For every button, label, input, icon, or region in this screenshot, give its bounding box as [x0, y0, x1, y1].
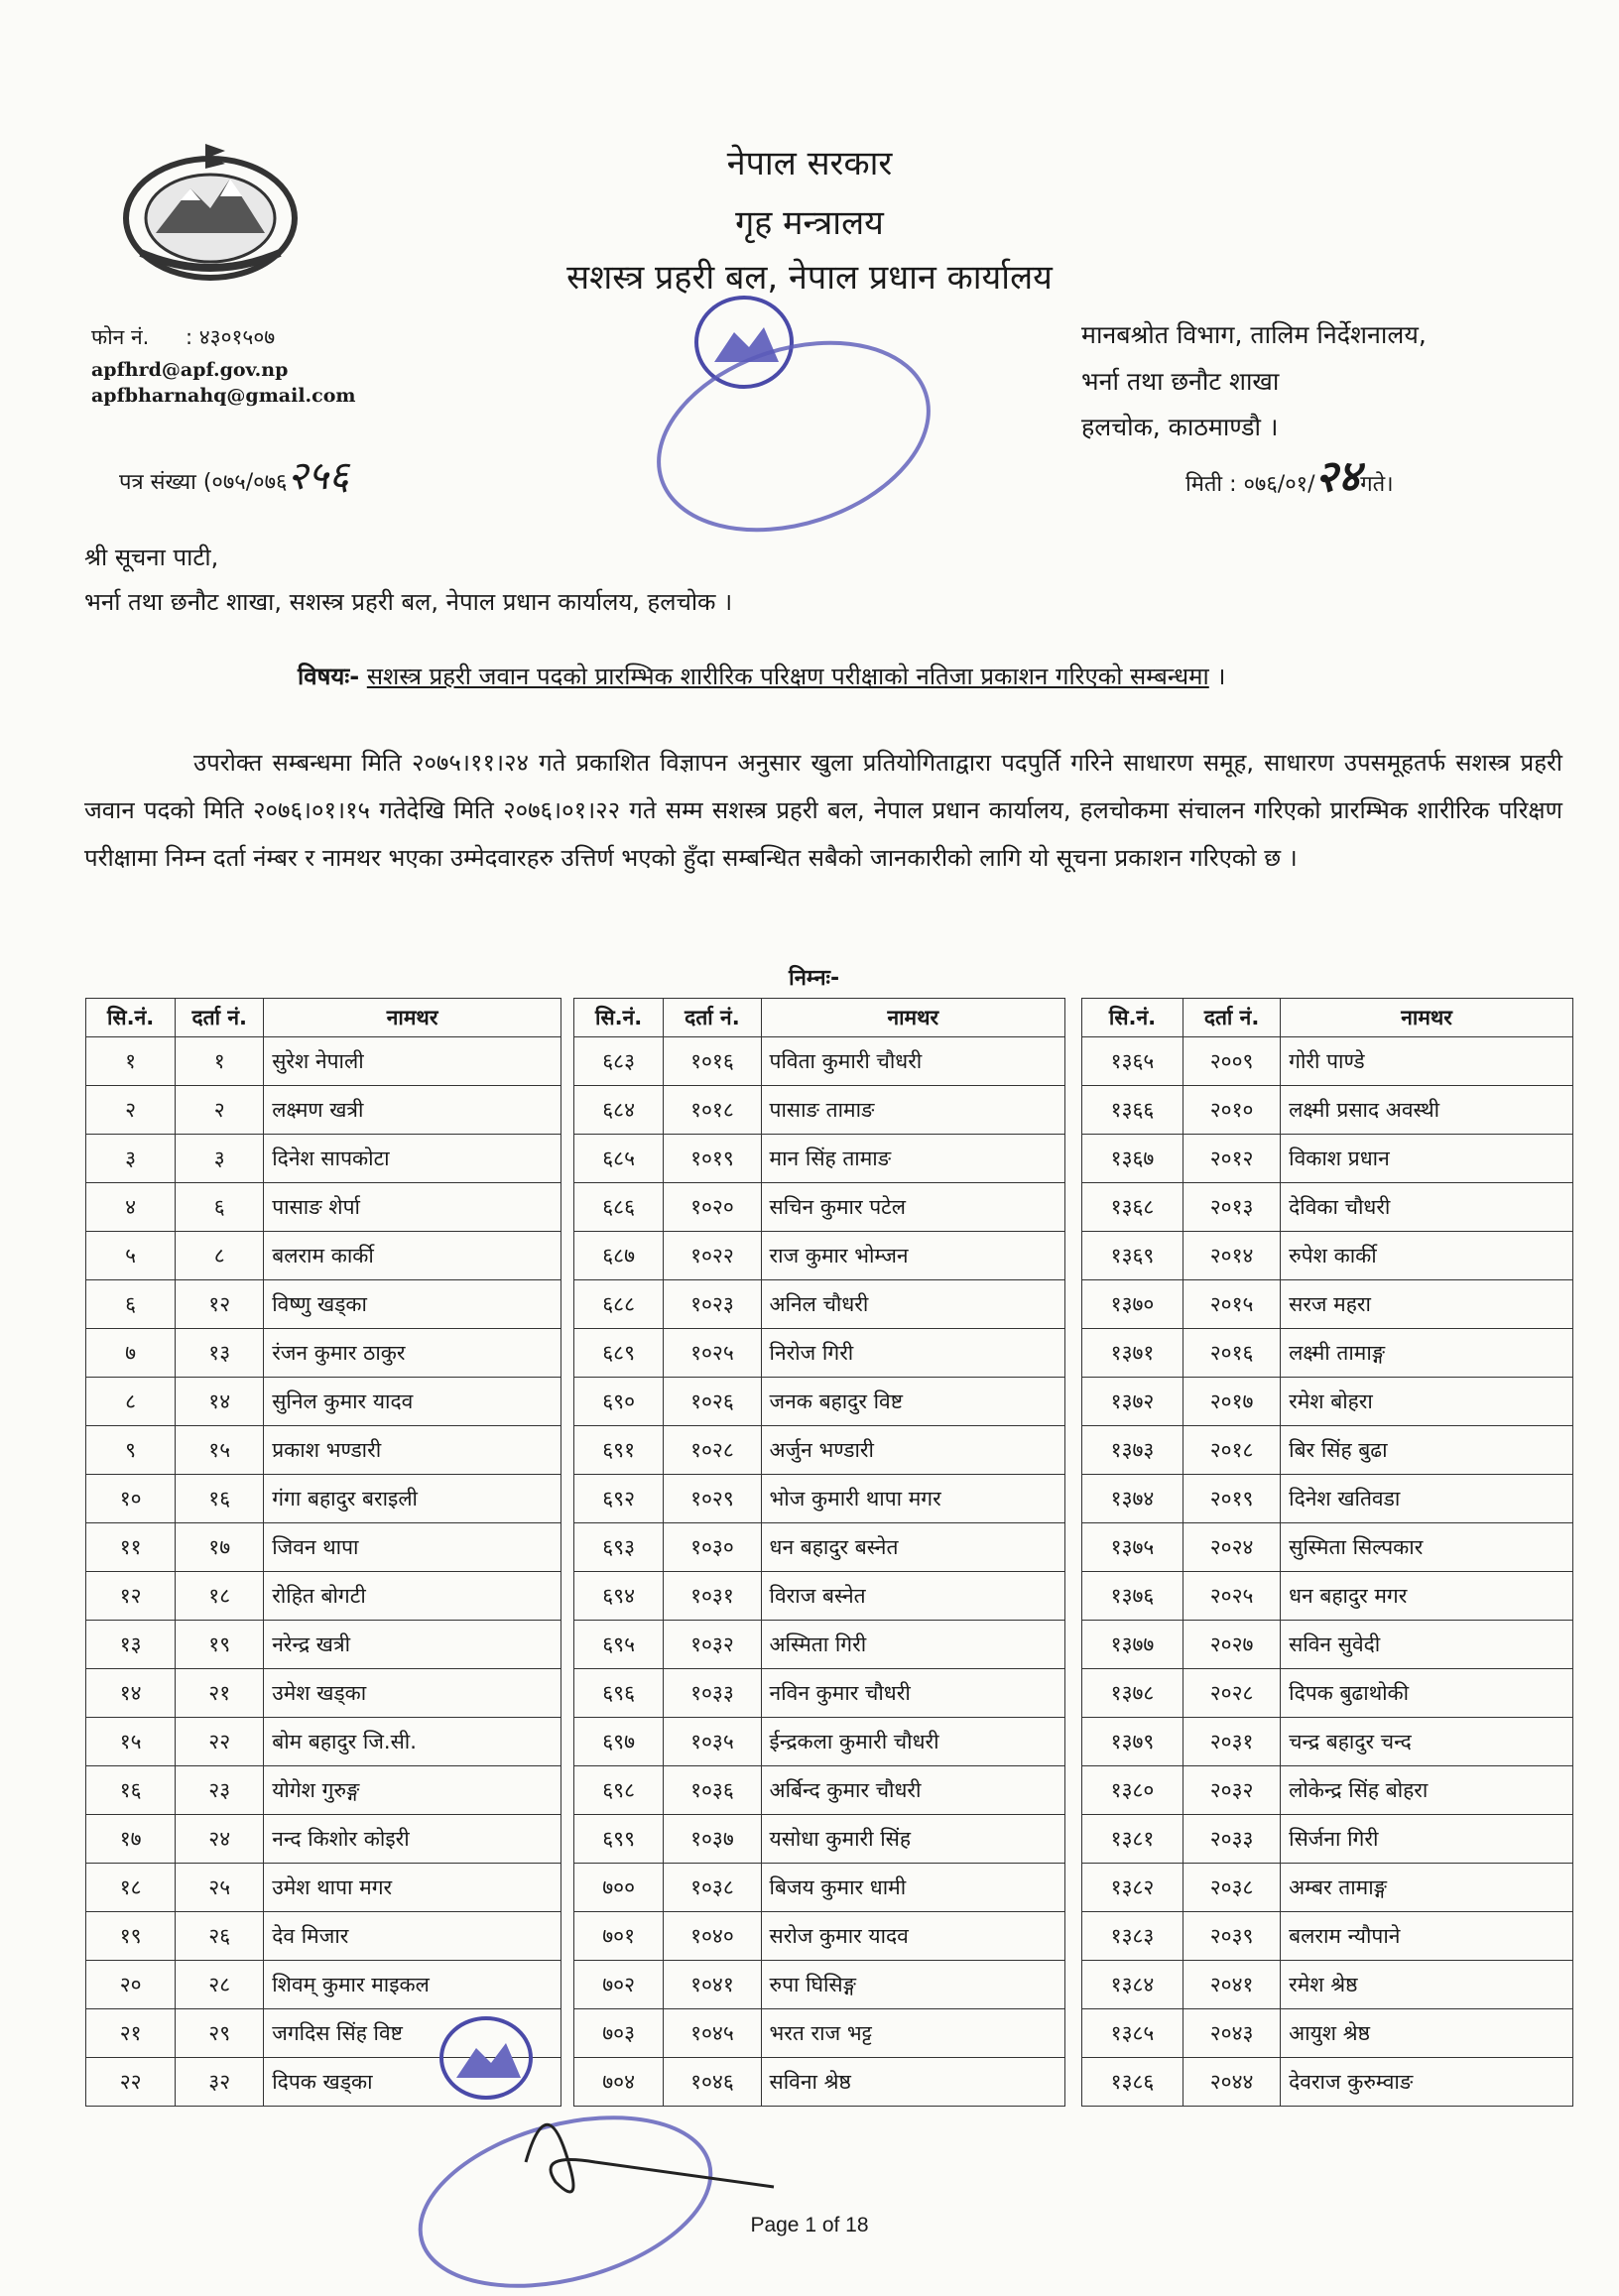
table-row — [86, 1912, 561, 1961]
table-row — [86, 1766, 561, 1815]
name-cell: लोकेन्द्र सिंह बोहरा — [1281, 1766, 1573, 1815]
serial-cell: ७०३ — [574, 2009, 664, 2058]
name-cell: पविता कुमारी चौधरी — [761, 1037, 1064, 1086]
registration-cell: १०१६ — [664, 1037, 761, 1086]
column-header: नामथर — [1281, 999, 1573, 1037]
table-row — [574, 1280, 1065, 1329]
serial-cell: ६९० — [574, 1378, 664, 1426]
registration-cell: ८ — [176, 1232, 264, 1280]
table-row — [574, 1232, 1065, 1280]
serial-cell: २ — [86, 1086, 176, 1135]
table-row — [86, 1523, 561, 1572]
table-row — [574, 1766, 1065, 1815]
registration-cell: २०२७ — [1183, 1621, 1281, 1669]
name-cell: मान सिंह तामाङ — [761, 1135, 1064, 1183]
table-row — [574, 1037, 1065, 1086]
table-row — [1082, 1475, 1573, 1523]
registration-cell: १०४५ — [664, 2009, 761, 2058]
registration-cell: १०४० — [664, 1912, 761, 1961]
signature-stamp — [397, 2013, 813, 2291]
serial-cell: १३६९ — [1082, 1232, 1183, 1280]
serial-cell: १३७९ — [1082, 1718, 1183, 1766]
registration-cell: १०१९ — [664, 1135, 761, 1183]
registration-cell: ३ — [176, 1135, 264, 1183]
name-cell: बोम बहादुर जि.सी. — [264, 1718, 561, 1766]
serial-cell: १२ — [86, 1572, 176, 1621]
reference-number-label: पत्र संख्या (०७५/०७६ — [119, 470, 288, 495]
results-table-1 — [85, 998, 561, 2107]
table-row — [1082, 1912, 1573, 1961]
table-row — [86, 1718, 561, 1766]
registration-cell: १०२९ — [664, 1475, 761, 1523]
table-row — [1082, 1232, 1573, 1280]
table-row — [1082, 1183, 1573, 1232]
registration-cell: २०१८ — [1183, 1426, 1281, 1475]
serial-cell: ७ — [86, 1329, 176, 1378]
name-cell: सचिन कुमार पटेल — [761, 1183, 1064, 1232]
registration-cell: २०१३ — [1183, 1183, 1281, 1232]
official-stamp — [635, 288, 952, 555]
serial-cell: १३७१ — [1082, 1329, 1183, 1378]
name-cell: देव मिजार — [264, 1912, 561, 1961]
table-row — [574, 1718, 1065, 1766]
serial-cell: ६९१ — [574, 1426, 664, 1475]
serial-cell: ६९२ — [574, 1475, 664, 1523]
table-row — [574, 1475, 1065, 1523]
name-cell: यसोधा कुमारी सिंह — [761, 1815, 1064, 1864]
registration-cell: २०१६ — [1183, 1329, 1281, 1378]
serial-cell: ६९९ — [574, 1815, 664, 1864]
table-row — [86, 1961, 561, 2009]
name-cell: रमेश बोहरा — [1281, 1378, 1573, 1426]
name-cell: योगेश गुरुङ्ग — [264, 1766, 561, 1815]
table-row — [574, 1621, 1065, 1669]
recipient-line1: श्री सूचना पाटी, — [84, 544, 219, 571]
registration-cell: २०१५ — [1183, 1280, 1281, 1329]
serial-cell: १३६६ — [1082, 1086, 1183, 1135]
name-cell: गोरी पाण्डे — [1281, 1037, 1573, 1086]
table-row — [86, 1183, 561, 1232]
name-cell: सिर्जना गिरी — [1281, 1815, 1573, 1864]
date-suffix: गते। — [1360, 472, 1394, 497]
name-cell: रोहित बोगटी — [264, 1572, 561, 1621]
registration-cell: १८ — [176, 1572, 264, 1621]
registration-cell: १०४१ — [664, 1961, 761, 2009]
table-row — [86, 1572, 561, 1621]
registration-cell: २०१४ — [1183, 1232, 1281, 1280]
registration-cell: १२ — [176, 1280, 264, 1329]
registration-cell: १४ — [176, 1378, 264, 1426]
serial-cell: १४ — [86, 1669, 176, 1718]
serial-cell: १३७६ — [1082, 1572, 1183, 1621]
reference-handwritten: २५६ — [287, 453, 349, 499]
serial-cell: १३७२ — [1082, 1378, 1183, 1426]
name-cell: अम्बर तामाङ्ग — [1281, 1864, 1573, 1912]
serial-cell: ६८७ — [574, 1232, 664, 1280]
registration-cell: १०३८ — [664, 1864, 761, 1912]
registration-cell: १०२६ — [664, 1378, 761, 1426]
registration-cell: २९ — [176, 2009, 264, 2058]
name-cell: पासाङ तामाङ — [761, 1086, 1064, 1135]
serial-cell: ६९५ — [574, 1621, 664, 1669]
name-cell: विकाश प्रधान — [1281, 1135, 1573, 1183]
table-row — [1082, 1669, 1573, 1718]
name-cell: उमेश थापा मगर — [264, 1864, 561, 1912]
registration-cell: २०१० — [1183, 1086, 1281, 1135]
serial-cell: १३८२ — [1082, 1864, 1183, 1912]
table-row — [86, 1426, 561, 1475]
serial-cell: १३६८ — [1082, 1183, 1183, 1232]
registration-cell: २००९ — [1183, 1037, 1281, 1086]
serial-cell: ७०१ — [574, 1912, 664, 1961]
registration-cell: १ — [176, 1037, 264, 1086]
table-row — [86, 1621, 561, 1669]
name-cell: सुस्मिता सिल्पकार — [1281, 1523, 1573, 1572]
table-row — [1082, 2009, 1573, 2058]
serial-cell: १३८० — [1082, 1766, 1183, 1815]
name-cell: बिजय कुमार धामी — [761, 1864, 1064, 1912]
serial-cell: १३७८ — [1082, 1669, 1183, 1718]
name-cell: राज कुमार भोम्जन — [761, 1232, 1064, 1280]
serial-cell: १६ — [86, 1766, 176, 1815]
serial-cell: ७०२ — [574, 1961, 664, 2009]
registration-cell: १०२२ — [664, 1232, 761, 1280]
registration-cell: २०१९ — [1183, 1475, 1281, 1523]
name-cell: बलराम न्यौपाने — [1281, 1912, 1573, 1961]
registration-cell: २३ — [176, 1766, 264, 1815]
name-cell: लक्ष्मी तामाङ्ग — [1281, 1329, 1573, 1378]
registration-cell: १०३३ — [664, 1669, 761, 1718]
registration-cell: २०३१ — [1183, 1718, 1281, 1766]
table-row — [86, 1378, 561, 1426]
serial-cell: १३७७ — [1082, 1621, 1183, 1669]
registration-cell: १०१८ — [664, 1086, 761, 1135]
serial-cell: ६८६ — [574, 1183, 664, 1232]
table-row — [1082, 1572, 1573, 1621]
name-cell: जनक बहादुर विष्ट — [761, 1378, 1064, 1426]
name-cell: नविन कुमार चौधरी — [761, 1669, 1064, 1718]
table-row — [1082, 1135, 1573, 1183]
name-cell: प्रकाश भण्डारी — [264, 1426, 561, 1475]
column-header: दर्ता नं. — [664, 999, 761, 1037]
name-cell: जगदिस सिंह विष्ट — [264, 2009, 561, 2058]
office-address: हलचोक, काठमाण्डौ । — [1081, 413, 1279, 441]
serial-cell: ८ — [86, 1378, 176, 1426]
registration-cell: १६ — [176, 1475, 264, 1523]
serial-cell: ६९६ — [574, 1669, 664, 1718]
table-row — [574, 1864, 1065, 1912]
registration-cell: १०३२ — [664, 1621, 761, 1669]
column-header: दर्ता नं. — [176, 999, 264, 1037]
registration-cell: २ — [176, 1086, 264, 1135]
registration-cell: २०२४ — [1183, 1523, 1281, 1572]
serial-cell: ६८३ — [574, 1037, 664, 1086]
serial-cell: १३८१ — [1082, 1815, 1183, 1864]
email-bharna[interactable]: apfbharnahq@gmail.com — [91, 385, 356, 407]
registration-cell: १०२८ — [664, 1426, 761, 1475]
serial-cell: ११ — [86, 1523, 176, 1572]
name-cell: अर्बिन्द कुमार चौधरी — [761, 1766, 1064, 1815]
name-cell: दिनेश खतिवडा — [1281, 1475, 1573, 1523]
serial-cell: ६८९ — [574, 1329, 664, 1378]
name-cell: अर्जुन भण्डारी — [761, 1426, 1064, 1475]
registration-cell: १०२० — [664, 1183, 761, 1232]
table-row — [574, 1329, 1065, 1378]
name-cell: रंजन कुमार ठाकुर — [264, 1329, 561, 1378]
name-cell: बलराम कार्की — [264, 1232, 561, 1280]
date-handwritten: २४ — [1314, 451, 1361, 502]
table-row — [1082, 1766, 1573, 1815]
name-cell: सुरेश नेपाली — [264, 1037, 561, 1086]
serial-cell: ३ — [86, 1135, 176, 1183]
serial-cell: ५ — [86, 1232, 176, 1280]
page-footer: Page 1 of 18 — [750, 2214, 869, 2236]
serial-cell: १३८४ — [1082, 1961, 1183, 2009]
name-cell: देवराज कुरुम्वाङ — [1281, 2058, 1573, 2107]
table-row — [1082, 1815, 1573, 1864]
name-cell: लक्ष्मी प्रसाद अवस्थी — [1281, 1086, 1573, 1135]
serial-cell: १३७३ — [1082, 1426, 1183, 1475]
phone-value: : ४३०१५०७ — [185, 325, 276, 349]
subject-label: विषयः- — [298, 663, 360, 690]
registration-cell: १३ — [176, 1329, 264, 1378]
table-row — [86, 1037, 561, 1086]
name-cell: सविना श्रेष्ठ — [761, 2058, 1064, 2107]
serial-cell: ६९८ — [574, 1766, 664, 1815]
table-row — [574, 1426, 1065, 1475]
name-cell: दिनेश सापकोटा — [264, 1135, 561, 1183]
serial-cell: ७०४ — [574, 2058, 664, 2107]
name-cell: विराज बस्नेत — [761, 1572, 1064, 1621]
registration-cell: २२ — [176, 1718, 264, 1766]
name-cell: पासाङ शेर्पा — [264, 1183, 561, 1232]
registration-cell: २०२५ — [1183, 1572, 1281, 1621]
serial-cell: ७०० — [574, 1864, 664, 1912]
serial-cell: १८ — [86, 1864, 176, 1912]
name-cell: धन बहादुर बस्नेत — [761, 1523, 1064, 1572]
registration-cell: २६ — [176, 1912, 264, 1961]
serial-cell: १३७० — [1082, 1280, 1183, 1329]
serial-cell: ६८८ — [574, 1280, 664, 1329]
table-row — [1082, 1523, 1573, 1572]
registration-cell: २८ — [176, 1961, 264, 2009]
serial-cell: १३८६ — [1082, 2058, 1183, 2107]
table-row — [86, 1475, 561, 1523]
name-cell: लक्ष्मण खत्री — [264, 1086, 561, 1135]
table-row — [86, 1864, 561, 1912]
subject-text: सशस्त्र प्रहरी जवान पदको प्रारम्भिक शारीरिक परिक्षण परीक्षाको नतिजा प्रकाशन गरिएको सम्बन्धमा — [366, 663, 1209, 690]
header-office: सशस्त्र प्रहरी बल, नेपाल प्रधान कार्यालय — [566, 258, 1053, 298]
registration-cell: १०४६ — [664, 2058, 761, 2107]
name-cell: रमेश श्रेष्ठ — [1281, 1961, 1573, 2009]
table-row — [86, 1135, 561, 1183]
email-hrd[interactable]: apfhrd@apf.gov.np — [91, 359, 289, 381]
serial-cell: १३६७ — [1082, 1135, 1183, 1183]
name-cell: देविका चौधरी — [1281, 1183, 1573, 1232]
name-cell: शिवम् कुमार माइकल — [264, 1961, 561, 2009]
table-row — [1082, 1378, 1573, 1426]
name-cell: अस्मिता गिरी — [761, 1621, 1064, 1669]
name-cell: रुपा घिसिङ्ग — [761, 1961, 1064, 2009]
serial-cell: १९ — [86, 1912, 176, 1961]
registration-cell: १७ — [176, 1523, 264, 1572]
table-row — [574, 1523, 1065, 1572]
serial-cell: ६९७ — [574, 1718, 664, 1766]
column-header: दर्ता नं. — [1183, 999, 1281, 1037]
results-table-2 — [573, 998, 1065, 2107]
serial-cell: १३८३ — [1082, 1912, 1183, 1961]
registration-cell: १०३० — [664, 1523, 761, 1572]
registration-cell: २०४३ — [1183, 2009, 1281, 2058]
recipient-line2: भर्ना तथा छनौट शाखा, सशस्त्र प्रहरी बल, नेपाल प्रधान कार्यालय, हलचोक । — [84, 588, 733, 616]
table-row — [86, 1329, 561, 1378]
table-row — [1082, 1864, 1573, 1912]
registration-cell: २०४४ — [1183, 2058, 1281, 2107]
table-row — [86, 1280, 561, 1329]
table-row — [1082, 1718, 1573, 1766]
serial-cell: ६८४ — [574, 1086, 664, 1135]
registration-cell: १०३५ — [664, 1718, 761, 1766]
serial-cell: १३६५ — [1082, 1037, 1183, 1086]
serial-cell: १५ — [86, 1718, 176, 1766]
table-row — [1082, 1329, 1573, 1378]
header-ministry: गृह मन्त्रालय — [735, 203, 884, 243]
serial-cell: १७ — [86, 1815, 176, 1864]
registration-cell: २०४१ — [1183, 1961, 1281, 2009]
name-cell: दिपक बुढाथोकी — [1281, 1669, 1573, 1718]
registration-cell: १०२३ — [664, 1280, 761, 1329]
registration-cell: १०३१ — [664, 1572, 761, 1621]
name-cell: नरेन्द्र खत्री — [264, 1621, 561, 1669]
office-dept: मानबश्रोत विभाग, तालिम निर्देशनालय, — [1081, 320, 1427, 349]
header-govt: नेपाल सरकार — [726, 144, 893, 183]
registration-cell: २०३९ — [1183, 1912, 1281, 1961]
column-header: नामथर — [264, 999, 561, 1037]
table-row — [574, 1815, 1065, 1864]
registration-cell: २०२८ — [1183, 1669, 1281, 1718]
name-cell: रुपेश कार्की — [1281, 1232, 1573, 1280]
column-header: नामथर — [761, 999, 1064, 1037]
name-cell: चन्द्र बहादुर चन्द — [1281, 1718, 1573, 1766]
name-cell: ईन्द्रकला कुमारी चौधरी — [761, 1718, 1064, 1766]
serial-cell: १० — [86, 1475, 176, 1523]
registration-cell: १०३६ — [664, 1766, 761, 1815]
subject-end: । — [1216, 663, 1226, 690]
serial-cell: २० — [86, 1961, 176, 2009]
name-cell: भोज कुमारी थापा मगर — [761, 1475, 1064, 1523]
registration-cell: १९ — [176, 1621, 264, 1669]
registration-cell: २०३८ — [1183, 1864, 1281, 1912]
table-row — [1082, 1280, 1573, 1329]
name-cell: निरोज गिरी — [761, 1329, 1064, 1378]
table-row — [574, 1135, 1065, 1183]
serial-cell: ६८५ — [574, 1135, 664, 1183]
name-cell: बिर सिंह बुढा — [1281, 1426, 1573, 1475]
registration-cell: २०१७ — [1183, 1378, 1281, 1426]
serial-cell: २१ — [86, 2009, 176, 2058]
column-header: सि.नं. — [86, 999, 176, 1037]
office-section: भर्ना तथा छनौट शाखा — [1081, 367, 1280, 396]
table-row — [574, 1572, 1065, 1621]
table-row — [86, 1086, 561, 1135]
serial-cell: १३८५ — [1082, 2009, 1183, 2058]
list-title: निम्नः- — [789, 966, 840, 991]
registration-cell: १०२५ — [664, 1329, 761, 1378]
table-row — [86, 1669, 561, 1718]
serial-cell: ६९३ — [574, 1523, 664, 1572]
table-row — [574, 1669, 1065, 1718]
table-row — [574, 1183, 1065, 1232]
registration-cell: २५ — [176, 1864, 264, 1912]
table-row — [86, 1815, 561, 1864]
name-cell: अनिल चौधरी — [761, 1280, 1064, 1329]
name-cell: दिपक खड्का — [264, 2058, 561, 2107]
name-cell: सुनिल कुमार यादव — [264, 1378, 561, 1426]
registration-cell: २४ — [176, 1815, 264, 1864]
results-table-3 — [1081, 998, 1573, 2107]
registration-cell: २०३३ — [1183, 1815, 1281, 1864]
serial-cell: ९ — [86, 1426, 176, 1475]
serial-cell: १३७४ — [1082, 1475, 1183, 1523]
name-cell: धन बहादुर मगर — [1281, 1572, 1573, 1621]
table-row — [1082, 1426, 1573, 1475]
serial-cell: ६ — [86, 1280, 176, 1329]
name-cell: नन्द किशोर कोइरी — [264, 1815, 561, 1864]
registration-cell: ६ — [176, 1183, 264, 1232]
column-header: सि.नं. — [574, 999, 664, 1037]
notice-body: उपरोक्त सम्बन्धमा मिति २०७५।११।२४ गते प्रकाशित विज्ञापन अनुसार खुला प्रतियोगिताद्वारा पदपुर्ति गरिने साधारण समूह, साधारण उपसमूहतर्फ सशस्त्र प्रहरी जवान पदको मिति २०७६।०१।१५ गतेदेखि मिति २०७६।०१।२२ गते सम्म सशस्त्र प्रहरी बल, नेपाल प्रधान कार्यालय, हलचोकमा संचालन गरिएको प्रारम्भिक शारीरिक परिक्षण परीक्षामा निम्न दर्ता नंम्बर र नामथर भएका उम्मेदवारहरु उत्तिर्ण भएको हुँदा सम्बन्धित सबैको जानकारीको लागि यो सूचना प्रकाशन गरिएको छ । — [84, 749, 1562, 872]
table-row — [1082, 1961, 1573, 2009]
table-row — [1082, 1086, 1573, 1135]
table-row — [86, 1232, 561, 1280]
date-label: मिती : ०७६/०१/ — [1185, 472, 1315, 497]
column-header: सि.नं. — [1082, 999, 1183, 1037]
registration-cell: १०३७ — [664, 1815, 761, 1864]
name-cell: भरत राज भट्ट — [761, 2009, 1064, 2058]
serial-cell: ४ — [86, 1183, 176, 1232]
name-cell: उमेश खड्का — [264, 1669, 561, 1718]
serial-cell: २२ — [86, 2058, 176, 2107]
name-cell: जिवन थापा — [264, 1523, 561, 1572]
table-row — [574, 1912, 1065, 1961]
table-row — [574, 1086, 1065, 1135]
registration-cell: २१ — [176, 1669, 264, 1718]
registration-cell: २०३२ — [1183, 1766, 1281, 1815]
serial-cell: १३७५ — [1082, 1523, 1183, 1572]
registration-cell: १५ — [176, 1426, 264, 1475]
table-row — [1082, 1621, 1573, 1669]
serial-cell: १३ — [86, 1621, 176, 1669]
name-cell: सरज महरा — [1281, 1280, 1573, 1329]
table-row — [1082, 2058, 1573, 2107]
registration-cell: ३२ — [176, 2058, 264, 2107]
name-cell: आयुश श्रेष्ठ — [1281, 2009, 1573, 2058]
name-cell: विष्णु खड्का — [264, 1280, 561, 1329]
registration-cell: २०१२ — [1183, 1135, 1281, 1183]
table-row — [1082, 1037, 1573, 1086]
name-cell: सरोज कुमार यादव — [761, 1912, 1064, 1961]
name-cell: गंगा बहादुर बराइली — [264, 1475, 561, 1523]
table-row — [574, 1961, 1065, 2009]
serial-cell: ६९४ — [574, 1572, 664, 1621]
subject-line — [298, 660, 1226, 692]
phone-label: फोन नं. — [91, 325, 150, 349]
name-cell: सविन सुवेदी — [1281, 1621, 1573, 1669]
serial-cell: १ — [86, 1037, 176, 1086]
table-row — [574, 1378, 1065, 1426]
